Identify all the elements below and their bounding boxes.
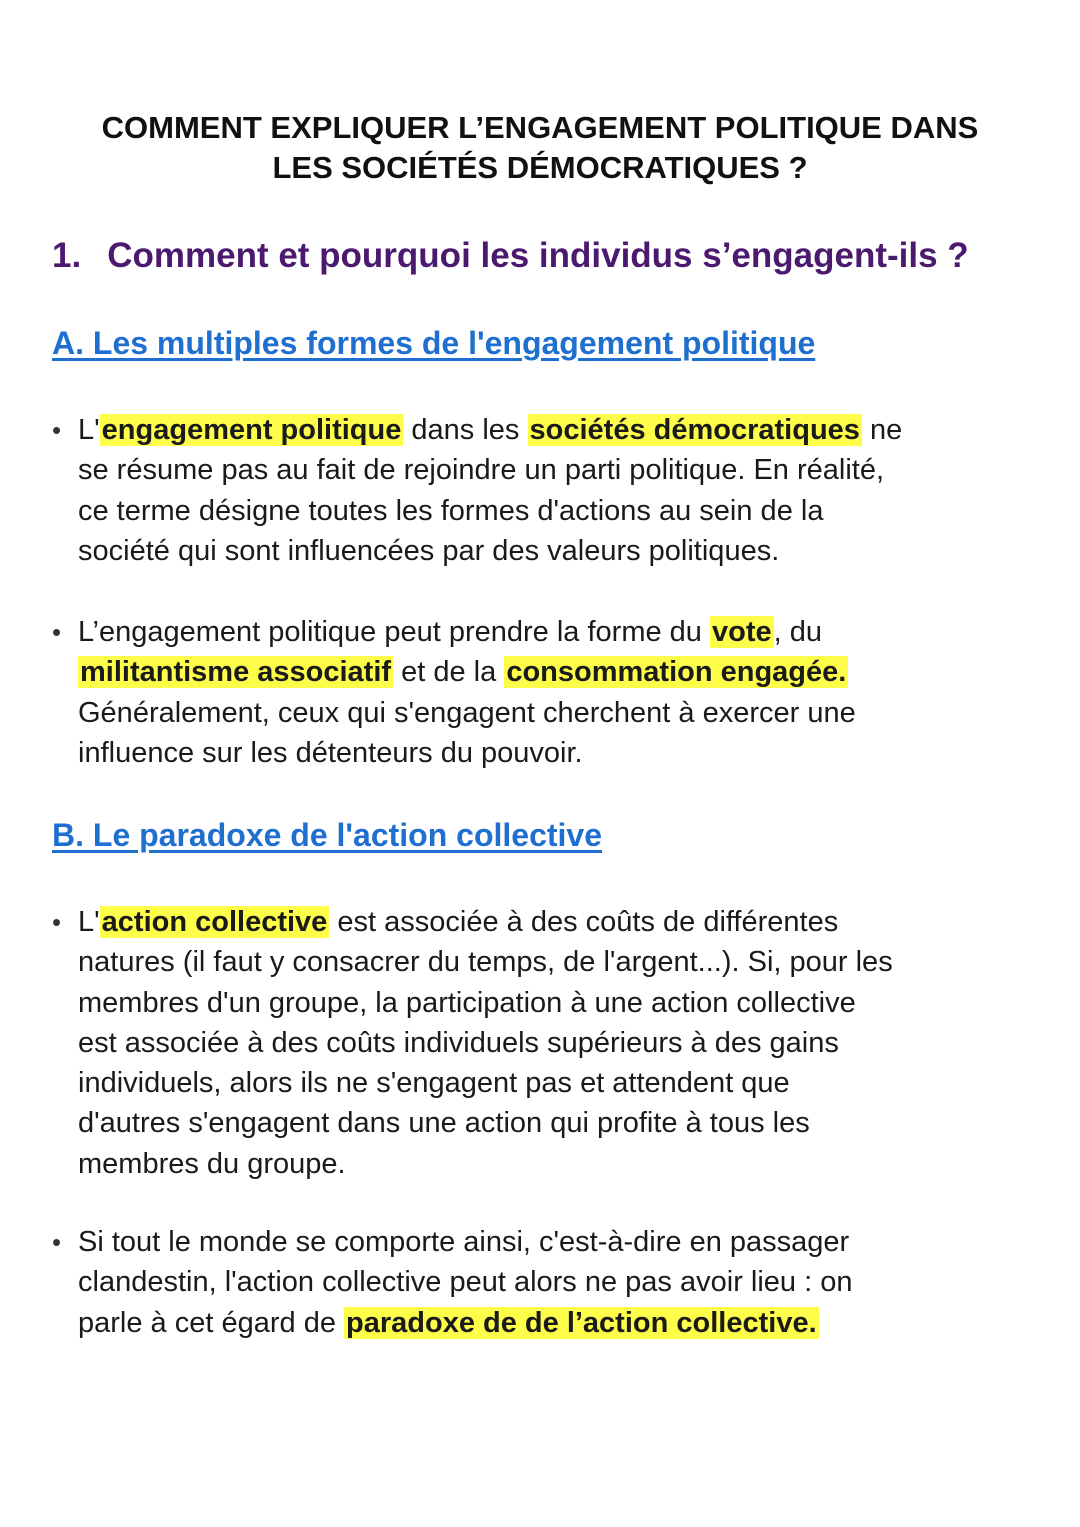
bullet-a2 [52,612,1012,773]
highlight-engagement-politique: engagement politique [101,414,402,446]
text-line: membres du groupe. [78,1147,346,1180]
highlight-action-collective: action collective [101,906,328,938]
text-run: ne [861,414,903,446]
text-line: d'autres s'engagent dans une action qui profite à tous les [78,1107,810,1140]
text-run: L' [78,414,100,446]
document-title [40,108,1040,188]
bullet-dot: • [52,617,62,647]
text-line: Généralement, ceux qui s'engagent cherchent à exercer une [78,696,856,729]
bullet-b1 [52,902,1012,1184]
text-line: natures (il faut y consacrer du temps, de l'argent...). Si, pour les [78,946,893,979]
highlight-vote: vote [712,616,772,648]
bullet-text [78,612,1012,773]
highlight-paradoxe-action-collective: paradoxe de de l’action collective. [346,1306,817,1339]
bullet-b2 [52,1222,1012,1343]
bullet-text [78,1222,1012,1343]
section-number: 1. [52,236,82,275]
bullet-text [78,902,1012,1184]
text-line [78,902,1012,942]
highlight-societes-democratiques: sociétés démocratiques [529,414,860,446]
section-1-heading [52,234,969,278]
text-line: clandestin, l'action collective peut alors ne pas avoir lieu : on [78,1266,853,1299]
highlight-consommation-engagee: consommation engagée. [506,656,847,689]
text-line: société qui sont influencées par des valeurs politiques. [78,534,780,567]
text-line [78,612,1012,652]
text-line [78,410,1012,450]
text-run: est associée à des coûts de différentes [329,906,839,938]
subheading-a: A. Les multiples formes de l'engagement politique [52,325,816,361]
bullet-dot: • [52,415,62,445]
highlight-militantisme-associatif: militantisme associatif [80,656,392,689]
text-line: ce terme désigne toutes les formes d'actions au sein de la [78,494,824,527]
title-line-1: COMMENT EXPLIQUER L’ENGAGEMENT POLITIQUE DANS [101,110,979,145]
text-run: dans les [403,414,528,446]
text-line: membres d'un groupe, la participation à une action collective [78,986,856,1019]
text-run: L’engagement politique peut prendre la forme du [78,616,710,648]
bullet-dot: • [52,907,62,937]
text-line: individuels, alors ils ne s'engagent pas et attendent que [78,1067,790,1100]
bullet-dot: • [52,1227,62,1257]
text-line [78,1303,1012,1343]
text-run: L' [78,906,100,938]
text-line: se résume pas au fait de rejoindre un parti politique. En réalité, [78,454,885,487]
subheading-b: B. Le paradoxe de l'action collective [52,817,603,853]
title-line-2: LES SOCIÉTÉS DÉMOCRATIQUES ? [272,150,808,185]
text-run: et de la [393,656,505,689]
text-run: , du [773,616,823,648]
bullet-text [78,410,1012,571]
text-line: est associée à des coûts individuels supérieurs à des gains [78,1026,839,1059]
section-title: Comment et pourquoi les individus s’engagent-ils ? [107,236,969,275]
text-run: parle à cet égard de [78,1306,345,1339]
text-line: Si tout le monde se comporte ainsi, c'est-à-dire en passager [78,1226,850,1258]
text-line [78,652,1012,692]
text-line: influence sur les détenteurs du pouvoir. [78,736,583,769]
bullet-a1 [52,410,1012,571]
